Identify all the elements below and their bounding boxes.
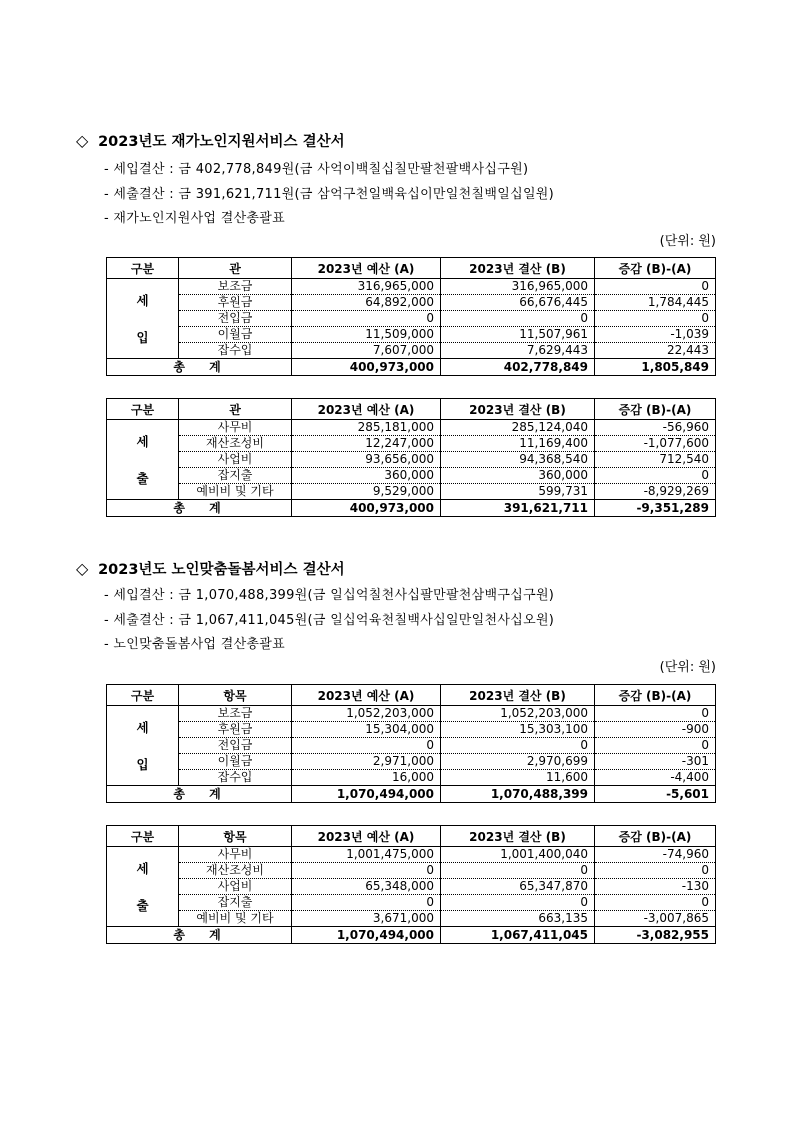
table-row: [107, 295, 716, 311]
header-actual: 2023년 결산 (B): [441, 258, 595, 279]
total-label: 총 계: [107, 500, 292, 517]
diff-value: -301: [595, 754, 716, 770]
table-row: [107, 420, 716, 436]
actual-value: 94,368,540: [441, 452, 595, 468]
total-label: 총 계: [107, 927, 292, 944]
header-category: 구분: [107, 399, 179, 420]
income-table: [106, 684, 716, 803]
actual-value: 11,507,961: [441, 327, 595, 343]
category-cell: [107, 847, 179, 927]
budget-value: 316,965,000: [292, 279, 441, 295]
header-category: 구분: [107, 258, 179, 279]
table-row: [107, 327, 716, 343]
item-name: 재산조성비: [179, 436, 292, 452]
budget-value: 7,607,000: [292, 343, 441, 359]
header-actual: 2023년 결산 (B): [441, 826, 595, 847]
table-row: [107, 895, 716, 911]
unit-label: (단위: 원): [659, 660, 716, 675]
budget-value: 93,656,000: [292, 452, 441, 468]
total-actual: 1,067,411,045: [441, 927, 595, 944]
total-row: [107, 927, 716, 944]
diff-value: -56,960: [595, 420, 716, 436]
section-heading: [76, 558, 345, 579]
table-header-row: [107, 826, 716, 847]
diff-value: -3,007,865: [595, 911, 716, 927]
header-budget: 2023년 예산 (A): [292, 399, 441, 420]
actual-value: 66,676,445: [441, 295, 595, 311]
actual-value: 7,629,443: [441, 343, 595, 359]
category-char-bottom: 입: [136, 756, 149, 772]
category-char-top: 세: [136, 719, 149, 735]
total-actual: 1,070,488,399: [441, 786, 595, 803]
diff-value: 0: [595, 279, 716, 295]
item-name: 사무비: [179, 847, 292, 863]
item-name: 잡지출: [179, 468, 292, 484]
diff-value: 712,540: [595, 452, 716, 468]
category-cell: [107, 279, 179, 359]
table-row: [107, 343, 716, 359]
category-char-top: 세: [136, 433, 149, 449]
budget-value: 65,348,000: [292, 879, 441, 895]
section-heading-text: 2023년도 재가노인지원서비스 결산서: [98, 134, 345, 150]
item-name: 보조금: [179, 279, 292, 295]
expense-table: [106, 825, 716, 944]
header-item: 항목: [179, 826, 292, 847]
actual-value: 285,124,040: [441, 420, 595, 436]
category-char-top: 세: [136, 860, 149, 876]
budget-value: 9,529,000: [292, 484, 441, 500]
actual-value: 15,303,100: [441, 722, 595, 738]
diff-value: 1,784,445: [595, 295, 716, 311]
item-name: 예비비 및 기타: [179, 484, 292, 500]
total-budget: 1,070,494,000: [292, 786, 441, 803]
actual-value: 663,135: [441, 911, 595, 927]
header-diff: 증감 (B)-(A): [595, 826, 716, 847]
item-name: 이월금: [179, 327, 292, 343]
diff-value: -130: [595, 879, 716, 895]
table-row: [107, 484, 716, 500]
actual-value: 599,731: [441, 484, 595, 500]
item-name: 전입금: [179, 311, 292, 327]
table-row: [107, 879, 716, 895]
diff-value: 0: [595, 311, 716, 327]
total-diff: -9,351,289: [595, 500, 716, 517]
total-label: 총 계: [107, 359, 292, 376]
header-diff: 증감 (B)-(A): [595, 258, 716, 279]
total-diff: -3,082,955: [595, 927, 716, 944]
table-row: [107, 452, 716, 468]
actual-value: 316,965,000: [441, 279, 595, 295]
item-name: 잡수입: [179, 343, 292, 359]
diff-value: -4,400: [595, 770, 716, 786]
table-header-row: [107, 399, 716, 420]
diff-value: -74,960: [595, 847, 716, 863]
actual-value: 0: [441, 311, 595, 327]
section-heading: [76, 130, 345, 151]
diff-value: 0: [595, 895, 716, 911]
budget-value: 1,001,475,000: [292, 847, 441, 863]
category-char-bottom: 입: [136, 329, 149, 345]
diff-value: -1,077,600: [595, 436, 716, 452]
header-budget: 2023년 예산 (A): [292, 258, 441, 279]
total-row: [107, 359, 716, 376]
item-name: 잡수입: [179, 770, 292, 786]
table-header-row: [107, 685, 716, 706]
item-name: 이월금: [179, 754, 292, 770]
table-row: [107, 754, 716, 770]
category-cell: [107, 420, 179, 500]
item-name: 잡지출: [179, 895, 292, 911]
total-diff: 1,805,849: [595, 359, 716, 376]
diff-value: 0: [595, 863, 716, 879]
expense-table: [106, 398, 716, 517]
table-row: [107, 738, 716, 754]
table-header-row: [107, 258, 716, 279]
total-actual: 391,621,711: [441, 500, 595, 517]
total-budget: 400,973,000: [292, 359, 441, 376]
header-diff: 증감 (B)-(A): [595, 685, 716, 706]
category-char-bottom: 출: [136, 897, 149, 913]
header-actual: 2023년 결산 (B): [441, 399, 595, 420]
table-row: [107, 847, 716, 863]
table-row: [107, 911, 716, 927]
diff-value: 0: [595, 738, 716, 754]
total-budget: 1,070,494,000: [292, 927, 441, 944]
actual-value: 1,052,203,000: [441, 706, 595, 722]
table-row: [107, 311, 716, 327]
unit-label: (단위: 원): [659, 234, 716, 249]
budget-value: 360,000: [292, 468, 441, 484]
item-name: 사업비: [179, 879, 292, 895]
item-name: 사무비: [179, 420, 292, 436]
budget-value: 0: [292, 863, 441, 879]
item-name: 후원금: [179, 295, 292, 311]
summary-title-line: - 노인맞춤돌봄사업 결산총괄표: [104, 637, 286, 652]
actual-value: 0: [441, 863, 595, 879]
header-item: 관: [179, 399, 292, 420]
header-item: 관: [179, 258, 292, 279]
diff-value: 0: [595, 468, 716, 484]
budget-value: 285,181,000: [292, 420, 441, 436]
header-budget: 2023년 예산 (A): [292, 826, 441, 847]
budget-value: 16,000: [292, 770, 441, 786]
category-cell: [107, 706, 179, 786]
table-row: [107, 770, 716, 786]
table-row: [107, 279, 716, 295]
item-name: 예비비 및 기타: [179, 911, 292, 927]
budget-value: 0: [292, 311, 441, 327]
diff-value: -900: [595, 722, 716, 738]
actual-value: 2,970,699: [441, 754, 595, 770]
actual-value: 360,000: [441, 468, 595, 484]
total-label: 총 계: [107, 786, 292, 803]
header-category: 구분: [107, 685, 179, 706]
diff-value: 22,443: [595, 343, 716, 359]
budget-value: 1,052,203,000: [292, 706, 441, 722]
budget-value: 12,247,000: [292, 436, 441, 452]
header-budget: 2023년 예산 (A): [292, 685, 441, 706]
item-name: 후원금: [179, 722, 292, 738]
item-name: 재산조성비: [179, 863, 292, 879]
budget-value: 15,304,000: [292, 722, 441, 738]
diamond-icon: ◇: [76, 131, 89, 150]
category-char-top: 세: [136, 292, 149, 308]
total-actual: 402,778,849: [441, 359, 595, 376]
actual-value: 11,600: [441, 770, 595, 786]
table-row: [107, 468, 716, 484]
table-row: [107, 706, 716, 722]
budget-value: 2,971,000: [292, 754, 441, 770]
header-actual: 2023년 결산 (B): [441, 685, 595, 706]
income-settlement-line: - 세입결산 : 금 1,070,488,399원(금 일십억칠천사십팔만팔천삼백구십구원): [104, 588, 555, 603]
diamond-icon: ◇: [76, 559, 89, 578]
budget-value: 3,671,000: [292, 911, 441, 927]
section-heading-text: 2023년도 노인맞춤돌봄서비스 결산서: [98, 562, 345, 578]
expense-settlement-line: - 세출결산 : 금 1,067,411,045원(금 일십억육천칠백사십일만일천사십오원): [104, 613, 555, 628]
diff-value: -1,039: [595, 327, 716, 343]
table-row: [107, 863, 716, 879]
income-table: [106, 257, 716, 376]
header-item: 항목: [179, 685, 292, 706]
budget-value: 11,509,000: [292, 327, 441, 343]
total-row: [107, 500, 716, 517]
category-char-bottom: 출: [136, 470, 149, 486]
actual-value: 65,347,870: [441, 879, 595, 895]
total-budget: 400,973,000: [292, 500, 441, 517]
item-name: 보조금: [179, 706, 292, 722]
actual-value: 11,169,400: [441, 436, 595, 452]
table-row: [107, 436, 716, 452]
income-settlement-line: - 세입결산 : 금 402,778,849원(금 사억이백칠십칠만팔천팔백사십구원): [104, 162, 529, 177]
budget-value: 0: [292, 738, 441, 754]
item-name: 사업비: [179, 452, 292, 468]
actual-value: 1,001,400,040: [441, 847, 595, 863]
header-category: 구분: [107, 826, 179, 847]
summary-title-line: - 재가노인지원사업 결산총괄표: [104, 211, 286, 226]
header-diff: 증감 (B)-(A): [595, 399, 716, 420]
table-row: [107, 722, 716, 738]
actual-value: 0: [441, 895, 595, 911]
diff-value: 0: [595, 706, 716, 722]
total-diff: -5,601: [595, 786, 716, 803]
diff-value: -8,929,269: [595, 484, 716, 500]
total-row: [107, 786, 716, 803]
expense-settlement-line: - 세출결산 : 금 391,621,711원(금 삼억구천일백육십이만일천칠백일십일원): [104, 187, 555, 202]
budget-value: 0: [292, 895, 441, 911]
budget-value: 64,892,000: [292, 295, 441, 311]
item-name: 전입금: [179, 738, 292, 754]
actual-value: 0: [441, 738, 595, 754]
